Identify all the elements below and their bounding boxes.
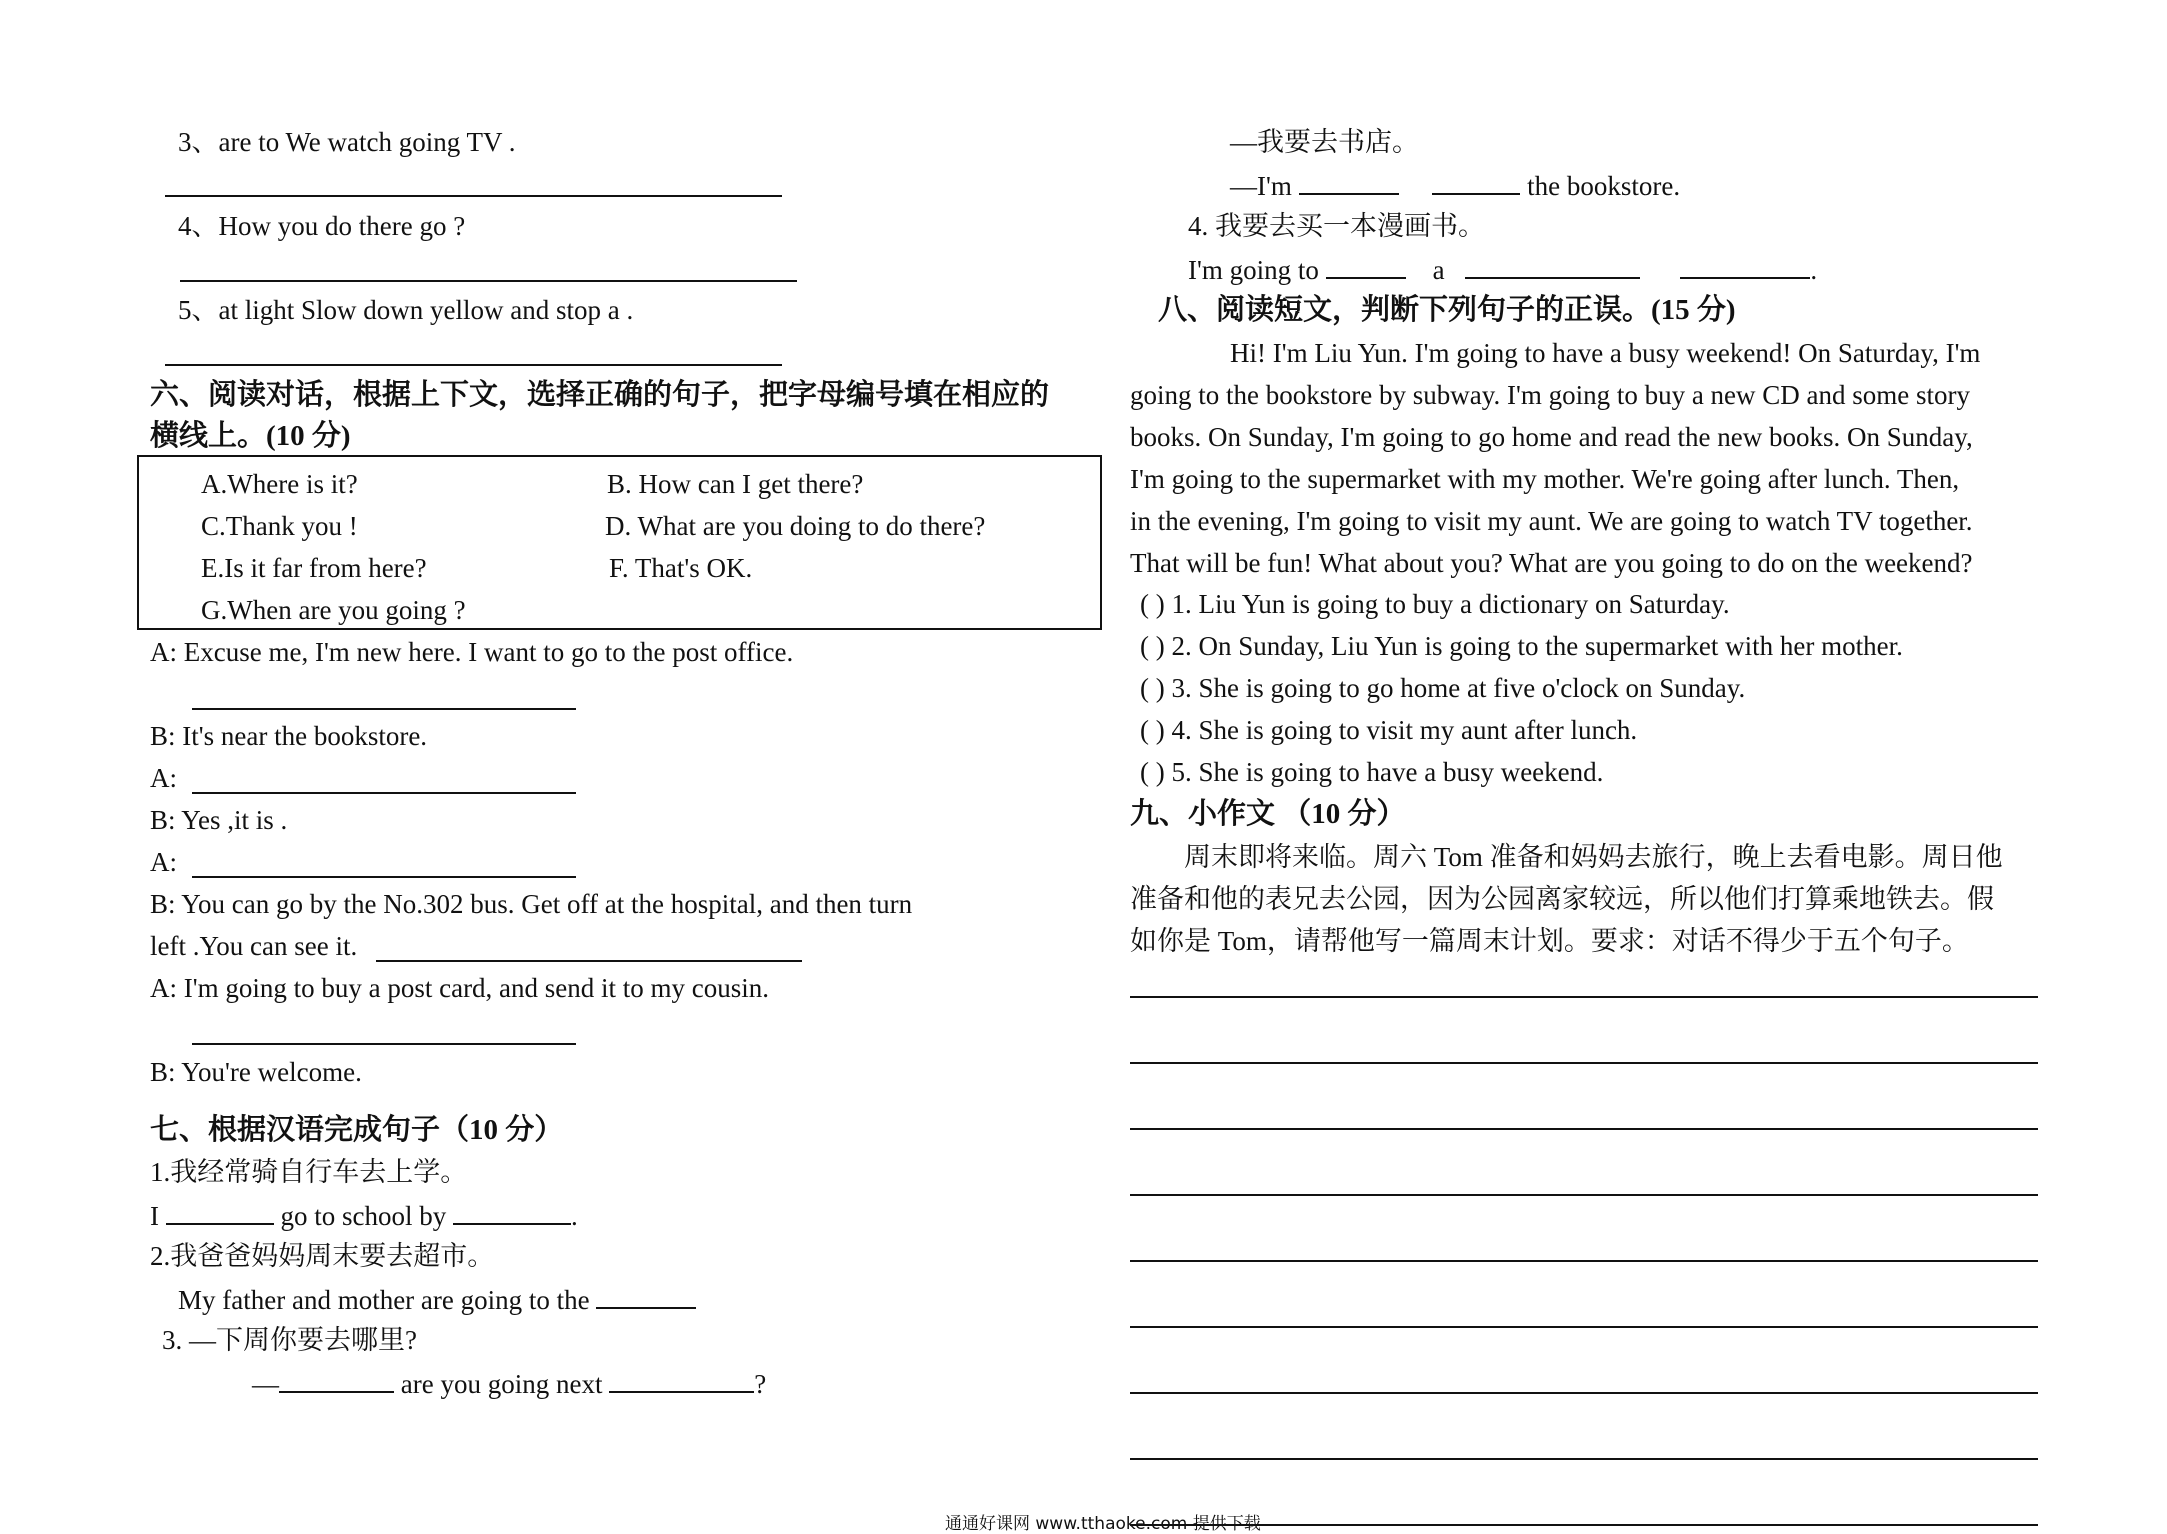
essay-writing-line-1[interactable]	[1130, 996, 2038, 998]
judge-item-5[interactable]: ( ) 5. She is going to have a busy weekend.	[1140, 757, 1604, 787]
s7-q3-english-answer: —I'm the bookstore.	[1230, 167, 1680, 203]
dialog-b4: B: You're welcome.	[150, 1057, 362, 1087]
s7-q2-chinese: 2.我爸爸妈妈周末要去超市。	[150, 1241, 495, 1271]
dialog-b2: B: Yes ,it is .	[150, 805, 288, 835]
section-7-title: 七、根据汉语完成句子（10 分）	[150, 1114, 564, 1146]
s7-q3-english: — are you going next ?	[252, 1365, 766, 1401]
essay-writing-line-2[interactable]	[1130, 1062, 2038, 1064]
passage-line-4: I'm going to the supermarket with my mother. We're going after lunch. Then,	[1130, 464, 1960, 494]
s7-q3-blank-2[interactable]	[609, 1365, 754, 1393]
option-a: A.Where is it?	[201, 469, 358, 499]
answer-line-3[interactable]	[165, 195, 782, 197]
s7-q4-blank-3[interactable]	[1680, 251, 1810, 279]
s7-q3-chinese-answer: —我要去书店。	[1230, 127, 1419, 157]
dialog-b3-line-1: B: You can go by the No.302 bus. Get off at the hospital, and then turn	[150, 889, 913, 919]
option-b: B. How can I get there?	[607, 469, 864, 499]
option-f: F. That's OK.	[609, 553, 753, 583]
s7-q3-answer-blank-1[interactable]	[1299, 167, 1399, 195]
judge-item-4[interactable]: ( ) 4. She is going to visit my aunt after lunch.	[1140, 715, 1638, 745]
section-6-title-line-2: 横线上。(10 分)	[150, 420, 351, 452]
s7-q1-english: I go to school by .	[150, 1197, 578, 1233]
dialog-a4: A: I'm going to buy a post card, and send it to my cousin.	[150, 973, 770, 1003]
s7-q3-chinese: 3. —下周你要去哪里?	[162, 1325, 417, 1355]
passage-line-2: going to the bookstore by subway. I'm going to buy a new CD and some story	[1130, 380, 1971, 410]
dialog-a1: A: Excuse me, I'm new here. I want to go to the post office.	[150, 637, 794, 667]
section-9-title: 九、小作文 （10 分）	[1130, 798, 1406, 830]
dialog-b3-line-2: left .You can see it.	[150, 931, 358, 961]
s7-q4-chinese: 4. 我要去买一本漫画书。	[1188, 211, 1485, 241]
essay-writing-line-8[interactable]	[1130, 1458, 2038, 1460]
passage-line-5: in the evening, I'm going to visit my aunt. We are going to watch TV together.	[1130, 506, 1973, 536]
option-e: E.Is it far from here?	[201, 553, 427, 583]
option-g: G.When are you going ?	[201, 595, 466, 625]
essay-writing-line-6[interactable]	[1130, 1326, 2038, 1328]
passage-line-3: books. On Sunday, I'm going to go home and read the new books. On Sunday,	[1130, 422, 1973, 452]
section-8-title: 八、阅读短文，判断下列句子的正误。(15 分)	[1158, 294, 1736, 326]
passage-line-1: Hi! I'm Liu Yun. I'm going to have a busy weekend! On Saturday, I'm	[1230, 338, 1981, 368]
essay-line-1: 周末即将来临。周六 Tom 准备和妈妈去旅行，晚上去看电影。周日他	[1184, 842, 2003, 872]
essay-writing-line-7[interactable]	[1130, 1392, 2038, 1394]
dialog-blank-1[interactable]	[192, 708, 576, 710]
reorder-question-4: 4、How you do there go ?	[178, 211, 466, 241]
s7-q3-blank-1[interactable]	[279, 1365, 394, 1393]
essay-writing-line-5[interactable]	[1130, 1260, 2038, 1262]
s7-q4-blank-1[interactable]	[1326, 251, 1406, 279]
answer-line-4[interactable]	[180, 280, 797, 282]
option-c: C.Thank you !	[201, 511, 358, 541]
reorder-question-5: 5、at light Slow down yellow and stop a .	[178, 295, 634, 325]
footer-watermark: 通通好课网 www.tthaoke.com 提供下载	[945, 1514, 1261, 1534]
answer-line-5[interactable]	[165, 364, 782, 366]
section-6-title-line-1: 六、阅读对话，根据上下文，选择正确的句子，把字母编号填在相应的	[150, 379, 1050, 411]
passage-line-6: That will be fun! What about you? What are you going to do on the weekend?	[1130, 548, 1973, 578]
s7-q4-english: I'm going to a .	[1188, 251, 1817, 287]
s7-q1-blank-1[interactable]	[166, 1197, 274, 1225]
reorder-question-3: 3、are to We watch going TV .	[178, 127, 516, 157]
essay-prompt	[1130, 836, 2065, 962]
essay-writing-line-4[interactable]	[1130, 1194, 2038, 1196]
judge-item-3[interactable]: ( ) 3. She is going to go home at five o'clock on Sunday.	[1140, 673, 1746, 703]
reading-passage	[1130, 332, 2065, 584]
dialog-a2: A:	[150, 763, 177, 793]
s7-q2-english: My father and mother are going to the	[178, 1281, 696, 1317]
dialog-blank-5[interactable]	[192, 1043, 576, 1045]
s7-q4-blank-2[interactable]	[1465, 251, 1640, 279]
dialog-a3: A:	[150, 847, 177, 877]
options-box	[137, 455, 1102, 630]
s7-q1-chinese: 1.我经常骑自行车去上学。	[150, 1157, 468, 1187]
option-d: D. What are you doing to do there?	[605, 511, 986, 541]
dialog-blank-2[interactable]	[192, 792, 576, 794]
judge-item-2[interactable]: ( ) 2. On Sunday, Liu Yun is going to the supermarket with her mother.	[1140, 631, 1903, 661]
essay-line-2: 准备和他的表兄去公园，因为公园离家较远，所以他们打算乘地铁去。假	[1130, 884, 1994, 914]
s7-q1-blank-2[interactable]	[453, 1197, 571, 1225]
essay-writing-line-3[interactable]	[1130, 1128, 2038, 1130]
dialog-blank-4[interactable]	[376, 960, 802, 962]
s7-q2-blank[interactable]	[596, 1281, 696, 1309]
essay-line-3: 如你是 Tom，请帮他写一篇周末计划。要求：对话不得少于五个句子。	[1130, 926, 1969, 956]
s7-q3-answer-blank-2[interactable]	[1432, 167, 1520, 195]
essay-writing-line-9[interactable]	[1130, 1524, 2038, 1526]
judge-item-1[interactable]: ( ) 1. Liu Yun is going to buy a dictionary on Saturday.	[1140, 589, 1730, 619]
dialog-b1: B: It's near the bookstore.	[150, 721, 428, 751]
dialog-blank-3[interactable]	[192, 876, 576, 878]
